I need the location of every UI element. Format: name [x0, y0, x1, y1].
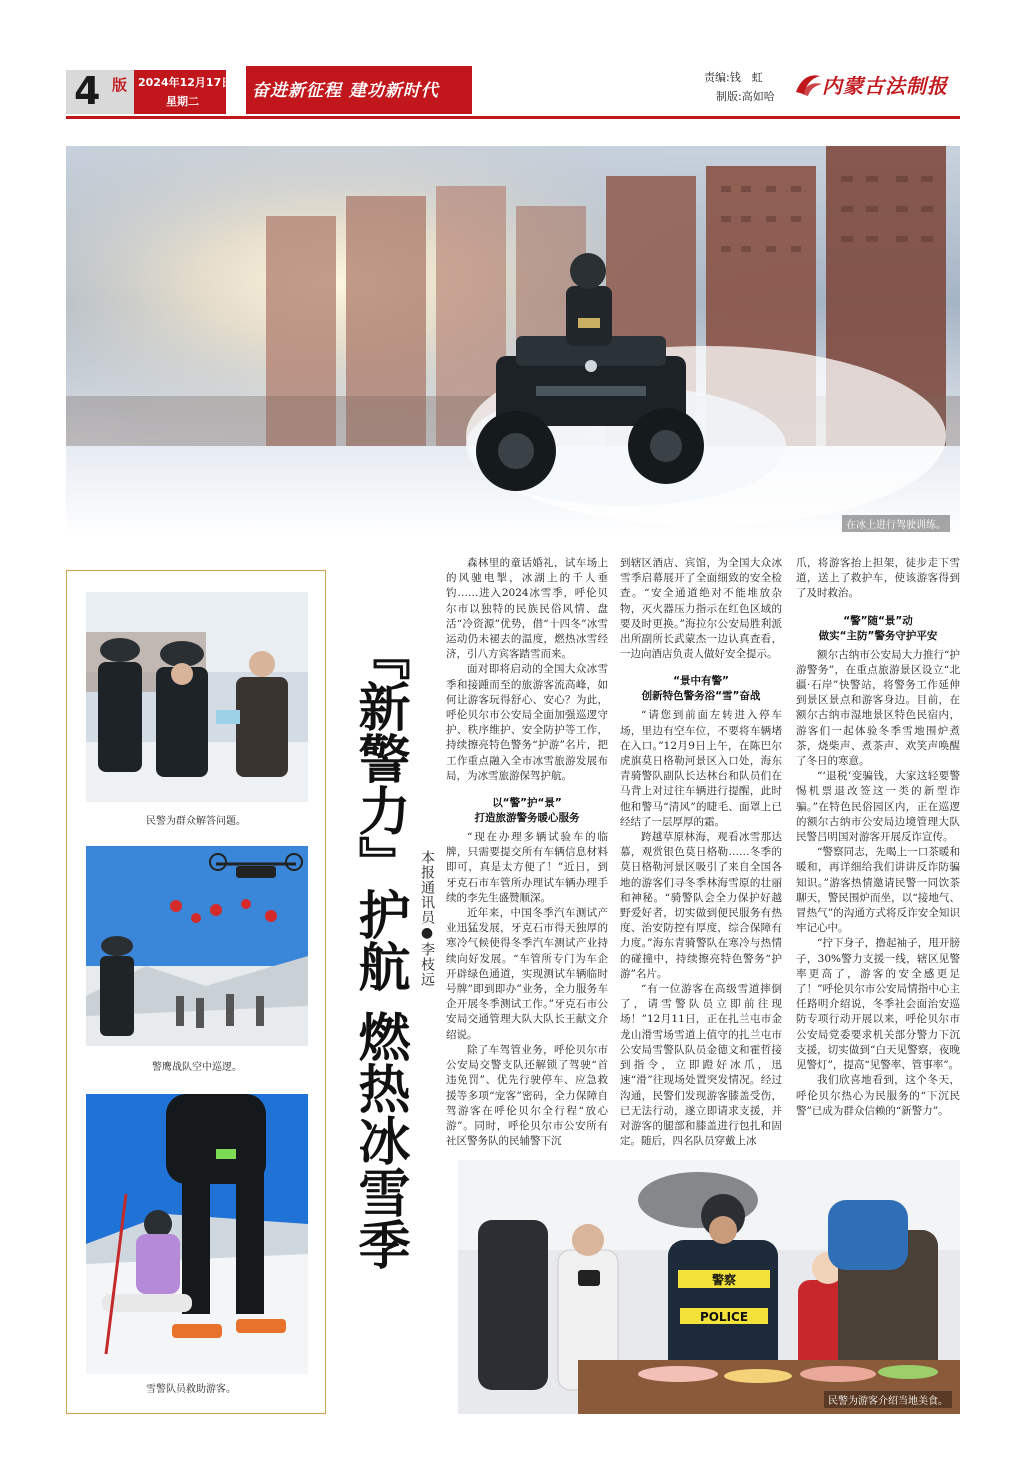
bottom-photo-caption: 民警为游客介绍当地美食。: [824, 1391, 952, 1408]
paragraph: 近年来，中国冬季汽车测试产业迅猛发展，牙克石市得天独厚的寒冷气候使得冬季汽车测试产业持续向好发展。“车管所专门为车企开辟绿色通道，实现测试车辆临时号牌”即到即办”业务，全力服务车企开展冬季测试工作。”牙克石市公安局交通管理大队大队长王献文介绍说。: [446, 907, 608, 1041]
layout-credit: 制版:高如哈: [716, 90, 775, 103]
issue-weekday: 星期二: [166, 95, 199, 108]
newspaper-name: 内蒙古法制报: [822, 74, 948, 98]
paragraph: “拧下身子，撸起袖子，甩开膀子，30%警力支援一线，辖区见警率更高了，游客的安全感更足了！”呼伦贝尔市公安局情指中心主任路明介绍说，冬季社会面治安巡防专项行动开展以来，呼伦贝尔市公安局党委要求机关部分警力下沉支援，切实做到“白天见警察，夜晚见警灯”，提高“见警率、管事率”。: [796, 937, 960, 1072]
paragraph: 到辖区酒店、宾馆，为全国大众冰雪季启幕展开了全面细致的安全检查。“安全通道绝对不能堆放杂物，灭火器压力指示在红色区域的要及时更换。”海拉尔公安局胜利派出所副所长武蒙杰一边认真查看，一边向酒店负责人做好安全提示。: [620, 557, 782, 661]
subheading-2: “景中有警” 创新特色警务浴“雪”奋战: [641, 675, 761, 703]
article-column-2: [620, 556, 782, 1149]
paragraph: 森林里的童话婚礼，试车场上的风驰电掣，冰湖上的千人垂钓……进入2024冰雪季，呼伦贝尔市以独特的民族民俗风情、盘活“冷资源”优势，借“十四冬”冰雪运动仍未褪去的温度，燃热冰雪经济，引八方宾客踏雪而来。: [446, 557, 608, 661]
title-part-1: 新警力: [349, 680, 410, 836]
page-number: 4: [74, 69, 101, 113]
paragraph: “现在办理多辆试验车的临牌，只需要提交所有车辆信息材料即可，真是太方便了！”近日，到牙克石市车管所办理试车辆办理手续的李先生盛赞顺深。: [446, 831, 608, 904]
vest-police-en: POLICE: [699, 1310, 749, 1324]
photo-police-answer-questions: [86, 592, 308, 802]
paragraph: “警察同志，先喝上一口茶暖和暖和，再详细给我们讲讲反诈防骗知识。”游客热情邀请民警一同饮茶聊天，警民围炉而坐，以“接地气、冒热气”的沟通方式将反诈安全知识牢记心中。: [796, 846, 960, 935]
vest-police-cn: 警察: [711, 1273, 737, 1287]
title-part-2: 护航 燃热冰雪季: [349, 888, 410, 1271]
page-label: 版: [112, 76, 128, 94]
slogan-text: 奋进新征程 建功新时代: [252, 81, 439, 101]
photo-caption-3: 雪警队员救助游客。: [146, 1384, 236, 1395]
paragraph: 面对即将启动的全国大众冰雪季和接踵而至的旅游客流高峰，如何让游客玩得舒心、安心？为此，呼伦贝尔市公安局全面加强巡逻守护、秩序维护、安全防护等工作，持续擦亮特色警务“护游”名片，把工作重点融入全市冰雪旅游发展布局，为冰雪旅游保驾护航。: [446, 663, 608, 782]
photo-drone-patrol: [86, 846, 308, 1046]
article-column-1: [446, 556, 608, 1149]
paragraph: “有一位游客在高级雪道摔倒了，请雪警队员立即前往现场！”12月11日，正在扎兰屯市金龙山滑雪场雪道上值守的扎兰屯市公安局雪警队队员金德文和霍哲接到指令，立即蹬好冰爪，迅速“滑”往现场处置突发情况。经过沟通，民警们发现游客膝盖受伤，已无法行动，遂立即请求支援，并对游客的腿部和膝盖进行包扎和固定。随后，四名队员穿戴上冰: [620, 983, 782, 1148]
photo-police-illustration: [86, 592, 308, 802]
article-byline: 本报通讯员●李枝远: [419, 850, 435, 987]
paragraph: 我们欣喜地看到，这个冬天，呼伦贝尔热心为民服务的“下沉民警”已成为群众信赖的“新警力”。: [796, 1074, 960, 1117]
paragraph: 跨越草原林海，观看冰雪那达慕，观赏银色莫日格勒……冬季的莫日格勒河景区吸引了来自全国各地的游客们寻冬季林海雪原的壮丽和神秘。“骑警队会全力保护好越野爱好者，切实做到便民服务有热度、治安防控有厚度，综合保障有力度。”海东青骑警队在寒冷与热情的碰撞中，持续擦亮特色警务“护游”名片。: [620, 831, 782, 980]
title-quote-open: 『: [349, 628, 410, 680]
article-column-3: [796, 556, 960, 1119]
photo-ski-illustration: [86, 1094, 308, 1374]
photo-food-illustration: [458, 1160, 960, 1414]
subheading-3: “警”随“景”动 做实“主防”警务守护平安: [818, 614, 938, 642]
hero-caption: 在冰上进行驾驶训练。: [842, 515, 950, 532]
photo-caption-1: 民警为群众解答问题。: [146, 816, 246, 827]
paragraph: 额尔古纳市公安局大力推行“护游警务”，在重点旅游景区设立“北疆·石岸”快警站，将警务工作延伸到景区景点和游客身边。目前，在额尔古纳市湿地景区特色民宿内，游客们一起体验冬季雪地围炉煮茶，烧柴声、煮茶声、欢笑声唤醒了冬日的寒意。: [796, 648, 960, 768]
hero-photo-atv-on-ice: [66, 146, 960, 538]
photo-police-introduce-food: [458, 1160, 960, 1414]
photo-snow-police-help: [86, 1094, 308, 1374]
issue-date: 2024年12月17日: [138, 76, 233, 89]
subheading-1: 以“警”护“景” 打造旅游警务暖心服务: [474, 797, 580, 825]
newspaper-logo-icon: [792, 70, 824, 98]
photo-drone-illustration: [86, 846, 308, 1046]
paragraph: “‘退税’变骗钱，大家这轻要警惕机票退改签这一类的新型诈骗。”在特色民俗园区内，正在巡逻的额尔古纳市公安局边境管理大队民警吕明国对游客开展反诈宣传。: [796, 770, 960, 844]
paragraph: 除了车驾管业务，呼伦贝尔市公安局交警支队还解锁了驾驶“首违免罚”、优先行驶停车、应急救援等多项“宠客”密码，全力保障自驾游客在呼伦贝尔全行程“放心游”。同时，呼伦贝尔市公安所有社区警务队的民辅警下沉: [446, 1043, 608, 1148]
header-divider: [66, 116, 960, 119]
paragraph: 爪，将游客抬上担架，徒步走下雪道，送上了救护车，使该游客得到了及时救治。: [796, 557, 960, 600]
photo-caption-2: 警鹰战队空中巡逻。: [152, 1062, 242, 1073]
paragraph: “请您到前面左转进入停车场，里边有空车位，不要将车辆堵在入口。”12月9日上午，在陈巴尔虎旗莫日格勒河景区入口处，海东青骑警队副队长达林台和队员们在马背上对过往车辆进行提醒，此时他和警马“清风”的睫毛、面罩上已经结了一层厚厚的霜。: [620, 709, 782, 828]
article-title: [338, 628, 408, 1270]
title-quote-close: 』: [349, 836, 410, 888]
hero-photo-illustration: [66, 146, 960, 538]
editor-credit: 责编:钱 虹: [704, 71, 763, 84]
